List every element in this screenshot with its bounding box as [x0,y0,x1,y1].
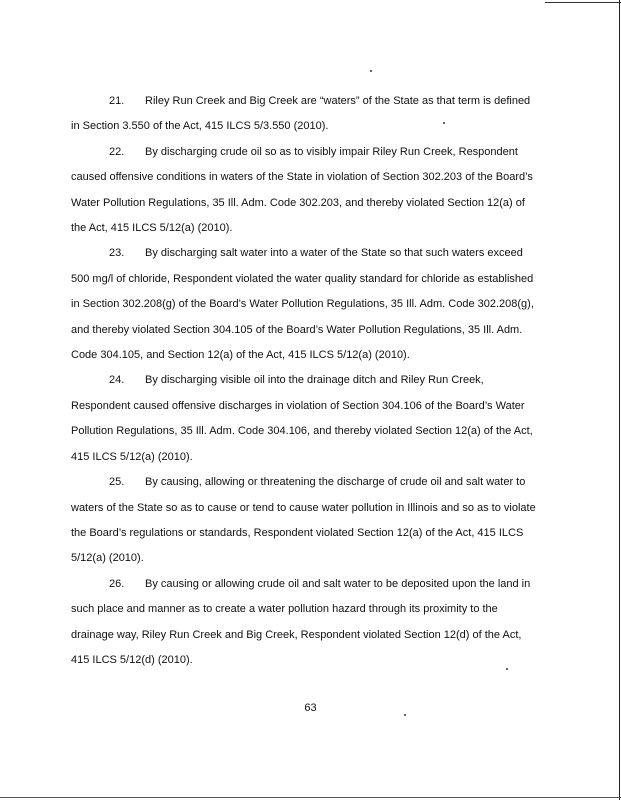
paragraph-text: By discharging salt water into a water of the State so that such waters exceed 500 mg/l of chloride, Respondent violated the water quality standard for chloride as established in Section 302.208(g) of the Board’s Water Pollution Regulations, 35 Ill. Adm. Code 302.208(g), and thereby violated Section 304.105 of the Board’s Water Pollution Regulations, 35 Ill. Adm. Code 304.105, and Section 12(a) of the Act, 415 ILCS 5/12(a) (2010). [71,247,534,362]
paragraph-24 [71,368,541,470]
paragraph-23 [71,241,541,368]
page-number: 63 [304,702,317,714]
body-text [71,89,541,673]
paragraph-22 [71,140,541,242]
paragraph-text: By causing or allowing crude oil and salt water to be deposited upon the land in such place and manner as to create a water pollution hazard through its proximity to the drainage way, Riley Run Creek and Big Creek, Respondent violated Section 12(d) of the Act, 415 ILCS 5/12(d) (2010). [71,577,531,666]
paragraph-text: By discharging visible oil into the drainage ditch and Riley Run Creek, Respondent caused offensive discharges in violation of Section 304.106 of the Board’s Water Pollution Regulations, 35 Ill. Adm. Code 304.106, and thereby violated Section 12(a) of the Act, 415 ILCS 5/12(a) (2010). [71,374,533,463]
paragraph-text: By causing, allowing or threatening the discharge of crude oil and salt water to waters of the State so as to cause or tend to cause water pollution in Illinois and so as to violate the Board’s regulations or standards, Respondent violated Section 12(a) of the Act, 415 ILCS 5/12(a) (2010). [71,476,536,565]
scan-edge-right [619,0,620,800]
paragraph-text: Riley Run Creek and Big Creek are “waters” of the State as that term is defined in Section 3.550 of the Act, 415 ILCS 5/3.550 (2010). [71,95,531,133]
scan-speck [370,70,372,72]
paragraph-number: 23. [109,247,125,260]
paragraph-number: 25. [109,476,125,489]
paragraph-26 [71,572,541,674]
paragraph-number: 22. [109,145,125,158]
paragraph-number: 24. [109,374,125,387]
paragraph-21 [71,89,541,140]
paragraph-number: 21. [109,95,125,107]
scan-edge-top [545,2,621,3]
paragraph-text: By discharging crude oil so as to visibly impair Riley Run Creek, Respondent caused offensive conditions in waters of the State in violation of Section 302.203 of the Board’s Water Pollution Regulations, 35 Ill. Adm. Code 302.203, and thereby violated Section 12(a) of the Act, 415 ILCS 5/12(a) (2010). [71,145,533,235]
scan-speck [404,714,406,716]
paragraph-25 [71,470,541,572]
scan-edge-bottom [0,797,621,798]
paragraph-number: 26. [109,577,125,590]
